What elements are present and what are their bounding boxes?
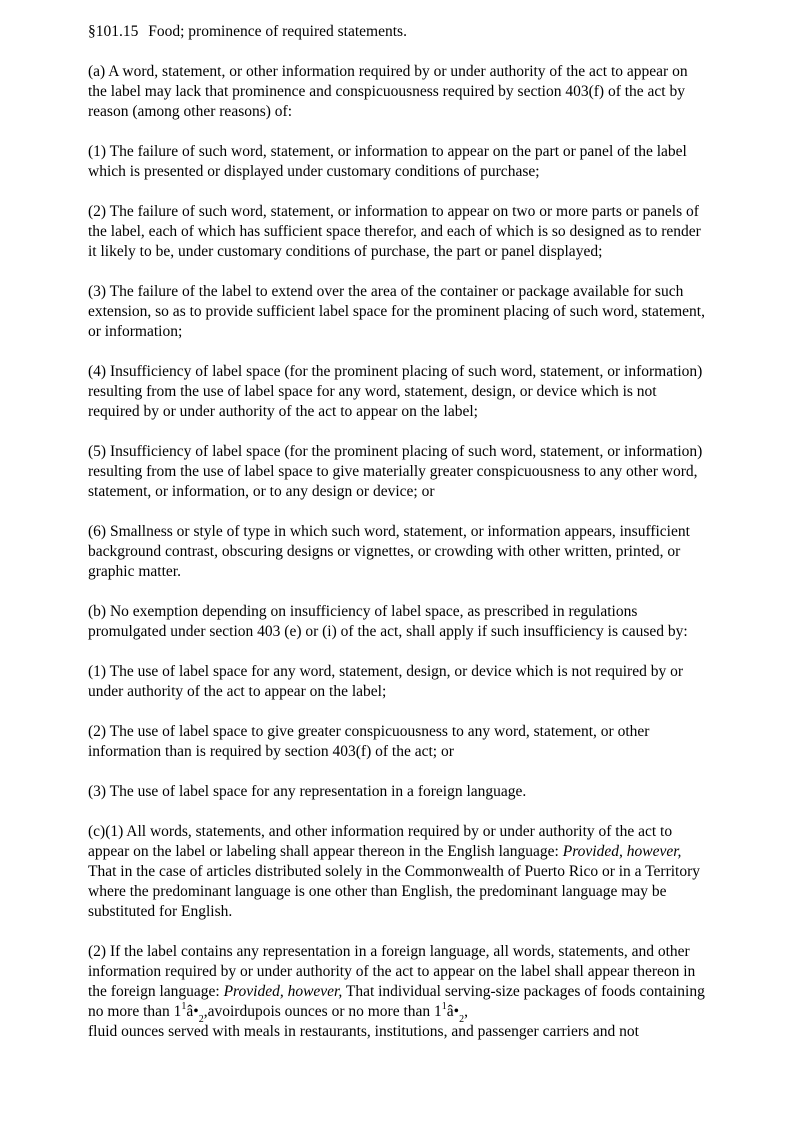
paragraph-a-intro: (a) A word, statement, or other information required by or under authority of the act to appear on the label may lack that prominence and conspicuousness required by section 403(f) of the act by reason (among other reasons) of: <box>88 63 688 120</box>
section-title: Food; prominence of required statements. <box>148 23 407 40</box>
fraction-numerator: 1 <box>441 1000 447 1012</box>
paragraph-a3: (3) The failure of the label to extend over the area of the container or package available for such extension, so as to provide sufficient label space for the prominent placing of such word, statement, or information; <box>88 283 705 340</box>
paragraph-b1: (1) The use of label space for any word, statement, design, or device which is not required by or under authority of the act to appear on the label; <box>88 663 683 700</box>
paragraph-c2-text: (2) If the label contains any representation in a foreign language, all words, statements, and other information required by or under authority of the act to appear on the label shall appear thereon in the foreign language: <box>88 943 696 1000</box>
fraction-numerator: 1 <box>181 1000 187 1012</box>
paragraph-a2: (2) The failure of such word, statement, or information to appear on two or more parts or panels of the label, each of which has sufficient space therefor, and each of which is so designed as to render it likely to be, under customary conditions of purchase, the part or panel displayed; <box>88 203 701 260</box>
paragraph-c1 <box>88 822 710 922</box>
fraction-denominator: 2 <box>198 1014 204 1026</box>
proviso-italic: Provided, however, <box>223 983 343 1000</box>
fraction-denominator: 2 <box>459 1014 465 1026</box>
paragraph-b-intro: (b) No exemption depending on insufficiency of label space, as prescribed in regulations promulgated under section 403 (e) or (i) of the act, shall apply if such insufficiency is caused by: <box>88 603 688 640</box>
paragraph-c1-text: (c)(1) All words, statements, and other information required by or under authority of the act to appear on the label or labeling shall appear thereon in the English language: <box>88 823 673 860</box>
paragraph-b2: (2) The use of label space to give greater conspicuousness to any word, statement, or other information than is required by section 403(f) of the act; or <box>88 723 650 760</box>
paragraph-c1-rest: That in the case of articles distributed solely in the Commonwealth of Puerto Rico or in a Territory where the predominant language is one other than English, the predominant language may be substituted for English. <box>88 863 701 920</box>
paragraph-c2 <box>88 942 710 1042</box>
paragraph-c2-last-line: fluid ounces served with meals in restaurants, institutions, and passenger carriers and not <box>88 1023 639 1040</box>
paragraph-a5: (5) Insufficiency of label space (for the prominent placing of such word, statement, or information) resulting from the use of label space to give materially greater conspicuousness to any other word, statement, or information, or to any design or device; or <box>88 443 703 500</box>
paragraph-b3: (3) The use of label space for any representation in a foreign language. <box>88 783 527 800</box>
paragraph-c2-comma: , <box>464 1003 468 1020</box>
paragraph-a6: (6) Smallness or style of type in which such word, statement, or information appears, insufficient background contrast, obscuring designs or vignettes, or crowding with other written, printed, or graphic matter. <box>88 523 690 580</box>
paragraph-a1: (1) The failure of such word, statement, or information to appear on the part or panel of the label which is presented or displayed under customary conditions of purchase; <box>88 143 687 180</box>
fraction-glyph: â• <box>446 1003 460 1020</box>
section-number: §101.15 <box>88 23 139 40</box>
paragraph-a4: (4) Insufficiency of label space (for the prominent placing of such word, statement, or information) resulting from the use of label space for any word, statement, design, or device which is not required by or under authority of the act to appear on the label; <box>88 363 703 420</box>
fraction-glyph: â• <box>186 1003 199 1020</box>
paragraph-c2-unit: ,avoirdupois ounces or no more than 1 <box>203 1003 442 1020</box>
proviso-italic: Provided, however, <box>562 843 682 860</box>
section-heading <box>88 22 710 42</box>
paragraph-c2-middle: That individual serving-size packages of foods containing no more than 1 <box>88 983 705 1020</box>
